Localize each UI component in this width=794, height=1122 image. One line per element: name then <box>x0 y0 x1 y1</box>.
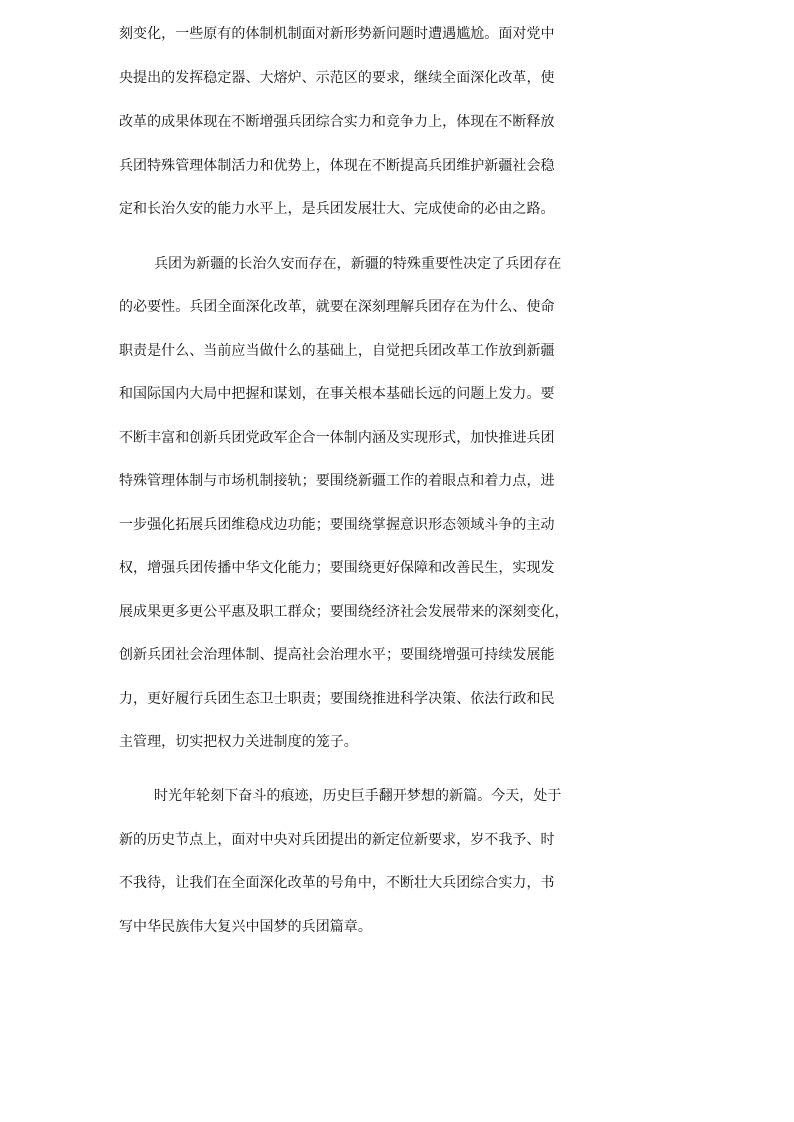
text-line: 刻变化，一些原有的体制机制面对新形势新问题时遭遇尴尬。面对党中 <box>119 26 555 42</box>
text-line: 的必要性。兵团全面深化改革，就要在深刻理解兵团存在为什么、使命 <box>119 299 555 315</box>
text-line: 权，增强兵团传播中华文化能力；要围绕更好保障和改善民生，实现发 <box>119 560 555 576</box>
text-line: 不断丰富和创新兵团党政军企合一体制内涵及实现形式，加快推进兵团 <box>119 430 555 446</box>
paragraph-start-line: 兵团为新疆的长治久安而存在，新疆的特殊重要性决定了兵团存在 <box>154 256 562 272</box>
text-line: 改革的成果体现在不断增强兵团综合实力和竞争力上，体现在不断释放 <box>119 114 555 130</box>
text-line: 和国际国内大局中把握和谋划，在事关根本基础长远的问题上发力。要 <box>119 386 555 402</box>
text-line: 央提出的发挥稳定器、大熔炉、示范区的要求，继续全面深化改革，使 <box>119 70 555 86</box>
paragraph-start-line: 时光年轮刻下奋斗的痕迹，历史巨手翻开梦想的新篇。今天，处于 <box>154 788 562 804</box>
text-line: 新的历史节点上，面对中央对兵团提出的新定位新要求，岁不我予、时 <box>119 832 555 848</box>
text-line: 特殊管理体制与市场机制接轨；要围绕新疆工作的着眼点和着力点，进 <box>119 473 555 489</box>
text-line: 职责是什么、当前应当做什么的基础上，自觉把兵团改革工作放到新疆 <box>119 343 555 359</box>
text-line: 写中华民族伟大复兴中国梦的兵团篇章。 <box>119 919 372 935</box>
text-line: 一步强化拓展兵团维稳戍边功能；要围绕掌握意识形态领域斗争的主动 <box>119 517 555 533</box>
text-line: 力，更好履行兵团生态卫士职责；要围绕推进科学决策、依法行政和民 <box>119 691 555 707</box>
text-line: 主管理，切实把权力关进制度的笼子。 <box>119 734 358 750</box>
text-line: 不我待，让我们在全面深化改革的号角中，不断壮大兵团综合实力，书 <box>119 875 555 891</box>
text-line: 展成果更多更公平惠及职工群众；要围绕经济社会发展带来的深刻变化， <box>119 604 569 620</box>
text-line: 创新兵团社会治理体制、提高社会治理水平；要围绕增强可持续发展能 <box>119 647 555 663</box>
text-line: 定和长治久安的能力水平上，是兵团发展壮大、完成使命的必由之路。 <box>119 201 555 217</box>
text-line: 兵团特殊管理体制活力和优势上，体现在不断提高兵团维护新疆社会稳 <box>119 158 555 174</box>
